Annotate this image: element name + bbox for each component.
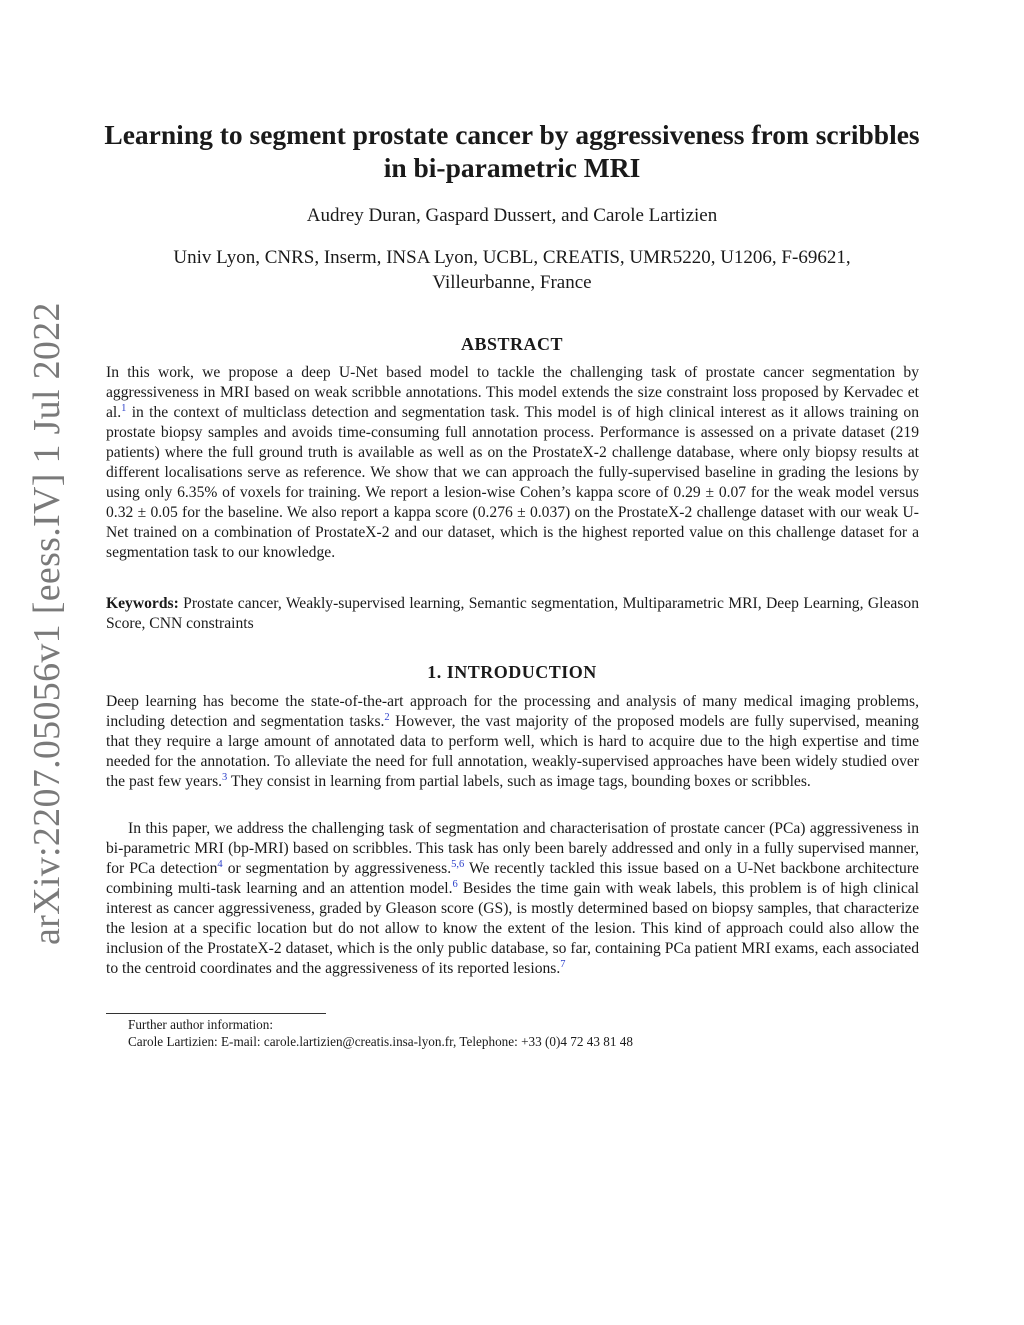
citation-link[interactable]: 1 — [121, 403, 127, 414]
keywords-text: Prostate cancer, Weakly-supervised learning, Semantic segmentation, Multiparametric MRI, Deep Learning, Gleason Score, CNN constraints — [106, 595, 919, 632]
affiliation: Univ Lyon, CNRS, Inserm, INSA Lyon, UCBL, CREATIS, UMR5220, U1206, F-69621, Villeurbanne, France — [173, 247, 851, 293]
keywords — [106, 594, 919, 634]
footnote-divider — [106, 1013, 326, 1014]
citation-link[interactable]: 4 — [217, 859, 223, 870]
citation-link[interactable]: 7 — [560, 959, 566, 970]
citation-link[interactable]: 2 — [384, 712, 390, 723]
keywords-label: Keywords: — [106, 595, 179, 612]
citation-link[interactable]: 3 — [222, 772, 228, 783]
intro-paragraph-1: Deep learning has become the state-of-the-art approach for the processing and analysis of many medical imaging problems, including detection and segmentation tasks.$^2$ However, the vast majority of the proposed models are fully supervised, meaning that they require a large amount of annotated data to perform well, which is hard to acquire due to the high expertise and time needed for the annotation. To alleviate the need for full annotation, weakly-supervised approaches have been widely studied over the past few years.$^3$ They consist in learning from partial labels, such as image tags, bounding boxes or scribbles. — [106, 693, 919, 790]
author-list: Audrey Duran, Gaspard Dussert, and Carole Lartizien — [306, 205, 718, 226]
intro-paragraph-2: In this paper, we address the challenging task of segmentation and characterisation of prostate cancer (PCa) aggressiveness in bi-parametric MRI (bp-MRI) based on scribbles. This task has only been barely addressed and only in a fully supervised manner, for PCa detection$^4$ or segmentation by aggressiveness.$^{5,6}$ We recently tackled this issue based on a U-Net backbone architecture combining multi-task learning and an attention model.$^6$ Besides the time gain with weak labels, this problem is of high clinical interest as cancer aggressiveness, graded by Gleason score (GS), is mostly determined based on biopsy samples, that characterize the lesion at a specific location but do not allow to know the extent of the lesion. This kind of approach could also allow the inclusion of the ProstateX-2 dataset, which is the only public database, so far, containing PCa patient MRI exams, each associated to the centroid coordinates and the aggressiveness of its reported lesions.$^7$ — [106, 820, 919, 977]
introduction-heading: 1. INTRODUCTION — [427, 662, 597, 682]
paper-title: Learning to segment prostate cancer by aggressiveness from scribbles in bi-parametric MRI — [104, 119, 920, 183]
abstract-body: In this work, we propose a deep U-Net based model to tackle the challenging task of prostate cancer segmentation by aggressiveness in MRI based on weak scribble annotations. This model extends the size constraint loss proposed by Kervadec et al.$^1$ in the context of multiclass detection and segmentation task. This model is of high clinical interest as it allows training on prostate biopsy samples and avoids time-consuming full annotation process. Performance is assessed on a private dataset (219 patients) where the full ground truth is available as well as on the ProstateX-2 challenge database, where only biopsy results at different localisations serve as reference. We show that we can approach the fully-supervised baseline in grading the lesions by using only 6.35% of voxels for training. We report a lesion-wise Cohen’s kappa score of 0.29 ± 0.07 for the weak model versus 0.32 ± 0.05 for the baseline. We also report a kappa score (0.276 ± 0.037) on the ProstateX-2 challenge dataset with our weak U-Net trained on a combination of ProstateX-2 and our dataset, which is the highest reported value on this challenge dataset for a segmentation task to our knowledge. — [106, 364, 919, 561]
citation-link[interactable]: 5,6 — [451, 859, 465, 870]
footnote-line: Further author information: — [128, 1017, 274, 1032]
footnote-contact: Carole Lartizien: E-mail: carole.lartizien@creatis.insa-lyon.fr, Telephone: +33 (0)4 72 43 81 48 — [128, 1034, 633, 1049]
citation-link[interactable]: 6 — [452, 879, 458, 890]
abstract-heading: ABSTRACT — [460, 334, 564, 354]
author-footnote — [128, 1016, 908, 1050]
arxiv-identifier: arXiv:2207.05056v1 [eess.IV] 1 Jul 2022 — [26, 302, 68, 945]
